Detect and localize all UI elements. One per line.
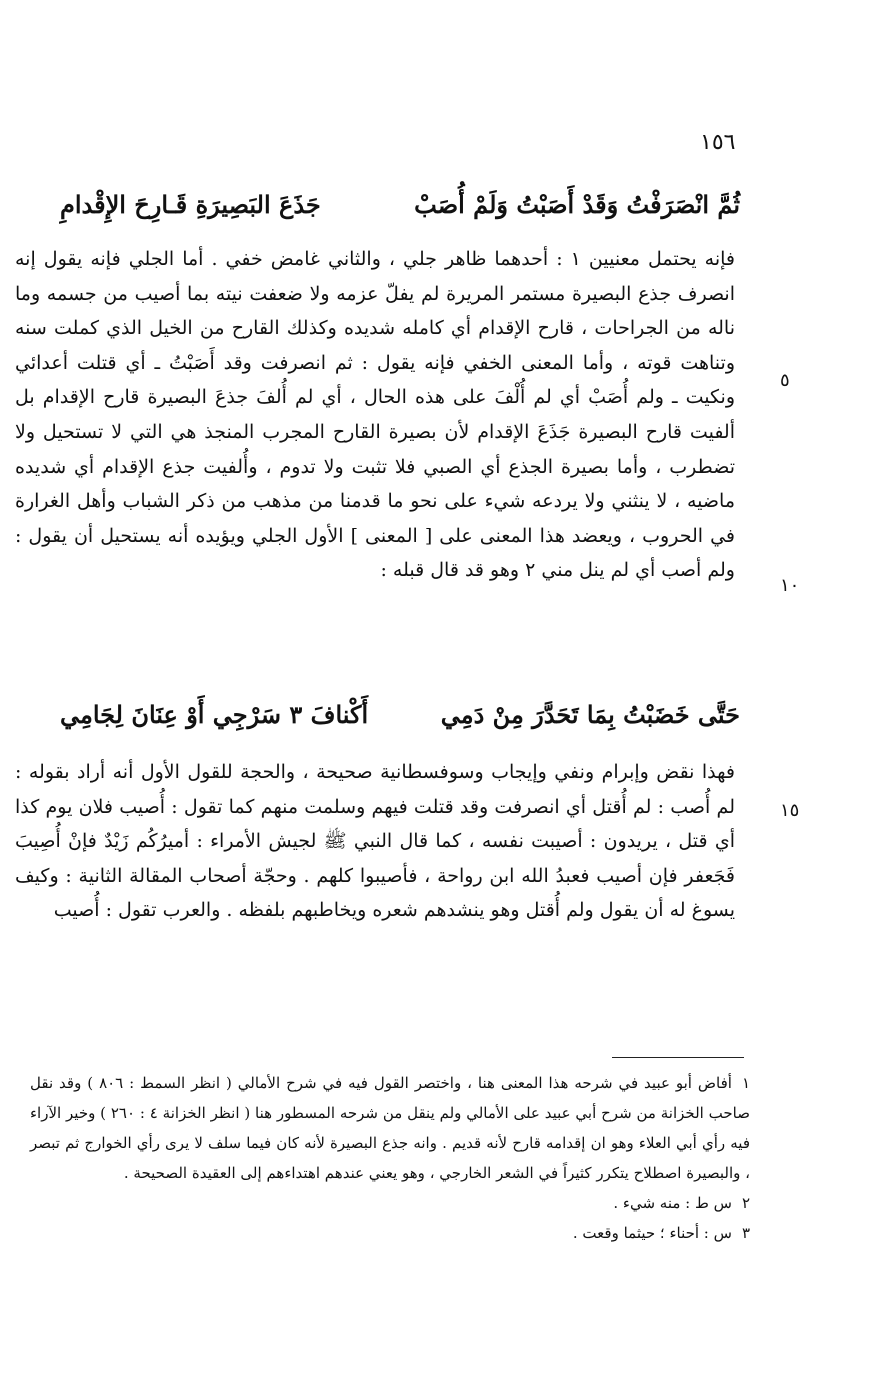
page-number: ١٥٦	[700, 130, 736, 155]
line-number: ٥	[780, 370, 790, 391]
line-number: ١٠	[780, 575, 800, 596]
footnotes	[30, 1068, 750, 1248]
footnote-number: ٢	[741, 1194, 750, 1212]
footnote-divider	[612, 1057, 744, 1058]
verse-first-hemistich: ثُمَّ انْصَرَفْتُ وَقَدْ أَصَبْتُ وَلَمْ أُصَبْ	[414, 190, 740, 219]
footnote	[30, 1068, 750, 1188]
footnote-number: ١	[741, 1074, 750, 1092]
verse-line	[60, 700, 740, 740]
verse-second-hemistich: جَذَعَ البَصِيرَةِ قَـارِحَ الإِقْدامِ	[60, 190, 321, 219]
footnote-text: أفاض أبو عبيد في شرحه هذا المعنى هنا ، واختصر القول فيه في شرح الأمالي ( انظر السمط : ٨٠٦ ) وقد نقل صاحب الخزانة من شرح أبي عبيد على الأمالي ولم ينقل من شرحه المسطور هنا ( انظر الخزانة ٤ : ٢٦٠ ) وخير الآراء فيه رأي أبي العلاء وهو ان إقدامه قارح لأنه قديم . وانه جذع البصيرة لأنه كان فيما سلف لا يرى رأي الخوارج ثم تبصر ، والبصيرة اصطلاح يتكرر كثيراً في الشعر الخارجي ، وهو يعني عندهم اهتداءهم إلى العقيدة الصحيحة .	[30, 1074, 750, 1182]
footnote	[30, 1188, 750, 1218]
body-paragraph: فهذا نقض وإبرام ونفي وإيجاب وسوفسطانية صحيحة ، والحجة للقول الأول أنه أراد بقوله : لم أُصب : لم أُقتل أي انصرفت وقد قتلت فيهم وسلمت منهم كما تقول : أُصيب فلان يوم كذا أي قتل ، يريدون : أصيبت نفسه ، كما قال النبي ﷺ لجيش الأمراء : أميرُكُم زَيْدٌ فإنْ أُصِيبَ فَجَعفر فإن أصيب فعبدُ الله ابن رواحة ، فأصيبوا كلهم . وحجّة أصحاب المقالة الثانية : وكيف يسوغ له أن يقول ولم أُقتل وهو ينشدهم شعره ويخاطبهم بلفظه . والعرب تقول : أُصيب	[15, 761, 735, 922]
verse-first-hemistich: حَتَّى خَضَبْتُ بِمَا تَحَدَّرَ مِنْ دَمِي	[440, 700, 740, 729]
footnote-number: ٣	[741, 1224, 750, 1242]
verse-line	[60, 190, 740, 230]
footnote-text: س : أحناء ؛ حيثما وقعت .	[572, 1224, 732, 1242]
footnote	[30, 1218, 750, 1248]
body-paragraph: فإنه يحتمل معنيين ١ : أحدهما ظاهر جلي ، والثاني غامض خفي . أما الجلي فإنه يقول إنه انصرف جذع البصيرة مستمر المريرة لم يفلّ عزمه ولا ضعفت نيته بما أصيب من جسمه وما ناله من الجراحات ، قارح الإقدام أي كامله شديده وكذلك القارح من الخيل الذي كملت سنه وتناهت قوته ، وأما المعنى الخفي فإنه يقول : ثم انصرفت وقد أَصَبْتُ ـ أي قتلت أعدائي ونكيت ـ ولم أُصَبْ أي لم أُلْفَ على هذه الحال ، أي لم أُلفَ جذعَ البصيرة قارح الإقدام بل ألفيت قارح البصيرة جَذَعَ الإقدام لأن بصيرة القارح المجرب المنجذ هي التي لا تستحيل ولا تضطرب ، وأما بصيرة الجذع أي الصبي فلا تثبت ولا تدوم ، وأُلفيت جذع الإقدام أي شديده ماضيه ، لا ينثني ولا يردعه شيء على نحو ما قدمنا من مذهب من ذكر الشباب وأهل الغرارة في الحروب ، ويعضد هذا المعنى على [ المعنى ] الأول الجلي ويؤيده أنه يستحيل أن يقول : ولم أصب أي لم ينل مني ٢ وهو قد قال قبله :	[15, 248, 735, 582]
verse-second-hemistich: أَكْنافَ ٣ سَرْجِي أَوْ عِنَانَ لِجَامِي	[60, 700, 369, 729]
footnote-text: س ط : منه شيء .	[613, 1194, 732, 1212]
line-number: ١٥	[780, 800, 800, 821]
